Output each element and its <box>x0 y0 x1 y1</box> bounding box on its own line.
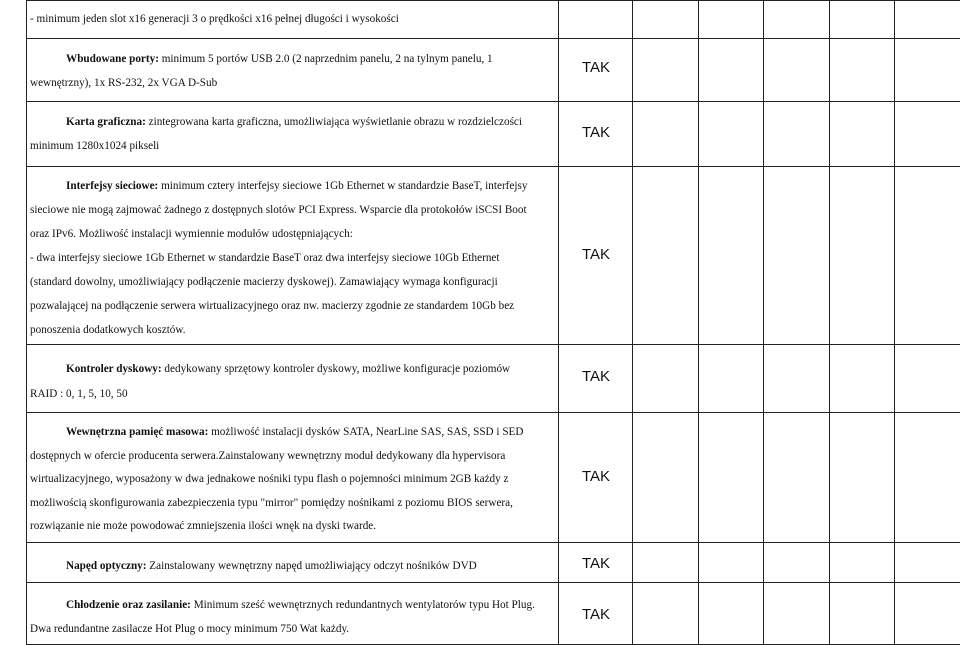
spec-row-ports <box>30 47 540 95</box>
spec-row-network <box>30 174 540 342</box>
spec-row-gpu <box>30 110 540 158</box>
spec-label: Interfejsy sieciowe: <box>66 180 159 192</box>
column-rule <box>763 0 764 645</box>
row-rule <box>26 0 960 1</box>
column-rule <box>829 0 830 645</box>
spec-text: dedykowany sprzętowy kontroler dyskowy, możliwe konfiguracje poziomów RAID : 0, 1, 5, 10, 50 <box>30 363 511 400</box>
spec-text: możliwość instalacji dysków SATA, NearLine SAS, SAS, SSD i SED dostępnych w ofercie producenta serwera.Zainstalowany wewnętrzny moduł dedykowany dla hypervisora wirtualizacyjnego, wyposażony w dwa jednakowe nośniki typu flash o pojemności minimum 2GB każdy z możliwością skonfigurowania zabezpieczenia typu "mirror" pomiędzy nośnikami z poziomu BIOS serwera, rozwiązanie nie może powodować zmniejszenia ilości wnęk na dyski twarde. <box>30 426 524 532</box>
row-rule <box>26 344 960 345</box>
answer-cell: TAK <box>581 59 611 76</box>
spec-row-slots <box>30 7 540 31</box>
spec-label: Wewnętrzna pamięć masowa: <box>66 426 209 438</box>
spec-label: Karta graficzna: <box>66 116 146 128</box>
column-rule <box>894 0 895 645</box>
column-rule <box>698 0 699 645</box>
column-rule <box>558 0 559 645</box>
spec-row-storage <box>30 421 540 539</box>
spec-text: - minimum jeden slot x16 generacji 3 o prędkości x16 pełnej długości i wysokości <box>30 13 399 25</box>
column-rule <box>632 0 633 645</box>
spec-text: Minimum sześć wewnętrznych redundantnych wentylatorów typu Hot Plug. Dwa redundantne zasilacze Hot Plug o mocy minimum 750 Wat każdy. <box>30 599 535 635</box>
spec-text: zintegrowana karta graficzna, umożliwiająca wyświetlanie obrazu w rozdzielczości minimum 1280x1024 pikseli <box>30 116 522 152</box>
spec-label: Chłodzenie oraz zasilanie: <box>66 599 191 611</box>
row-rule <box>26 101 960 102</box>
answer-cell: TAK <box>581 606 611 623</box>
spec-label: Wbudowane porty: <box>66 53 159 65</box>
row-rule <box>26 412 960 413</box>
column-rule <box>26 0 27 645</box>
spec-label: Napęd optyczny: <box>66 560 147 572</box>
answer-cell: TAK <box>581 246 611 263</box>
answer-cell: TAK <box>581 468 611 485</box>
spec-text: minimum 5 portów USB 2.0 (2 naprzednim panelu, 2 na tylnym panelu, 1 wewnętrzny), 1x RS-232, 2x VGA D-Sub <box>30 53 493 89</box>
spec-row-cooling <box>30 593 540 641</box>
spec-text: Zainstalowany wewnętrzny napęd umożliwiający odczyt nośników DVD <box>149 560 477 572</box>
row-rule <box>26 582 960 583</box>
answer-cell: TAK <box>581 368 611 385</box>
spec-text: - dwa interfejsy sieciowe 1Gb Ethernet w standardzie BaseT oraz dwa interfejsy sieciowe 10Gb Ethernet (standard dowolny, umożliwiający podłączenie macierzy dyskowej). Zamawiający wymaga konfiguracji pozwalającej na podłączenie serwera wirtualizacyjnego oraz nw. macierzy zgodnie ze standardem 10Gb bez ponoszenia dodatkowych kosztów. <box>30 252 515 336</box>
spec-label: Kontroler dyskowy: <box>66 363 162 375</box>
row-rule <box>26 542 960 543</box>
row-rule <box>26 166 960 167</box>
row-rule <box>26 38 960 39</box>
spec-row-optical <box>30 554 540 578</box>
spec-text: minimum cztery interfejsy sieciowe 1Gb Ethernet w standardzie BaseT, interfejsy sieciowe nie mogą zajmować żadnego z dostępnych slotów PCI Express. Wsparcie dla protokołów iSCSI Boot oraz IPv6. Możliwość instalacji wymiennie modułów udostępniających: <box>30 180 528 240</box>
answer-cell: TAK <box>581 124 611 141</box>
spec-row-raid <box>30 357 540 407</box>
answer-cell: TAK <box>581 555 611 572</box>
